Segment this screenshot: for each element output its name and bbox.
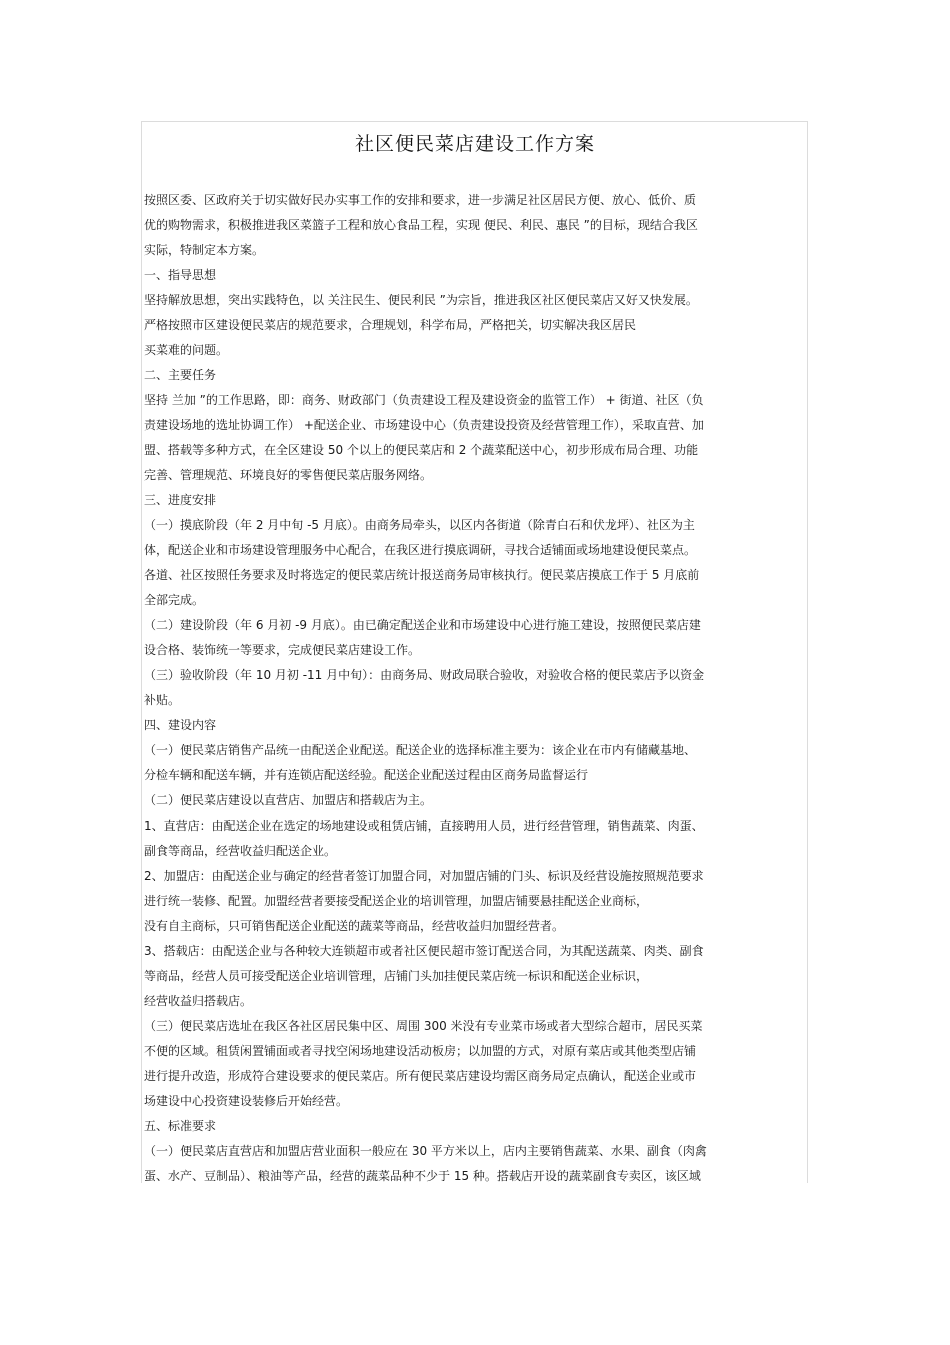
page-border-left (141, 121, 142, 1183)
body-line: 按照区委、区政府关于切实做好民办实事工作的安排和要求，进一步满足社区居民方便、放心、低价、质 (144, 193, 697, 207)
body-line: 补贴。 (144, 693, 181, 707)
body-line: 副食等商品，经营收益归配送企业。 (144, 844, 337, 858)
body-line: 盟、搭载等多种方式，在全区建设 50 个以上的便民菜店和 2 个蔬菜配送中心，初步形成布局合理、功能 (144, 443, 699, 457)
body-line: 不便的区域。租赁闲置铺面或者寻找空闲场地建设活动板房；以加盟的方式，对原有菜店或其他类型店铺 (144, 1044, 697, 1058)
body-line: 场建设中心投资建设装修后开始经营。 (144, 1094, 349, 1108)
body-line: 没有自主商标，只可销售配送企业配送的蔬菜等商品，经营收益归加盟经营者。 (144, 919, 565, 933)
body-line: 3、搭载店：由配送企业与各种较大连锁超市或者社区便民超市签订配送合同，为其配送蔬菜、肉类、副食 (144, 944, 704, 958)
body-line: 等商品，经营人员可接受配送企业培训管理，店铺门头加挂便民菜店统一标识和配送企业标识， (144, 969, 649, 983)
body-line: 严格按照市区建设便民菜店的规范要求，合理规划，科学布局，严格把关，切实解决我区居民 (144, 318, 637, 332)
body-line: 坚持解放思想，突出实践特色，以 关注民生、便民利民 ”为宗旨，推进我区社区便民菜店又好又快发展。 (144, 293, 698, 307)
body-line: （三）验收阶段（年 10 月初 -11 月中旬）：由商务局、财政局联合验收，对验收合格的便民菜店予以资金 (144, 668, 705, 682)
body-line: 责建设场地的选址协调工作） +配送企业、市场建设中心（负责建设投资及经营管理工作），采取直营、加 (144, 418, 704, 432)
body-line: 买菜难的问题。 (144, 343, 229, 357)
body-line: 各道、社区按照任务要求及时将选定的便民菜店统计报送商务局审核执行。便民菜店摸底工作于 5 月底前 (144, 568, 700, 582)
section-heading: 三、进度安排 (144, 493, 217, 507)
body-line: （三）便民菜店选址在我区各社区居民集中区、周围 300 米没有专业菜市场或者大型综合超市，居民买菜 (144, 1019, 703, 1033)
body-line: 体，配送企业和市场建设管理服务中心配合，在我区进行摸底调研，寻找合适铺面或场地建设便民菜点。 (144, 543, 697, 557)
section-heading: 五、标准要求 (144, 1119, 217, 1133)
body-line: （一）便民菜店直营店和加盟店营业面积一般应在 30 平方米以上，店内主要销售蔬菜、水果、副食（肉禽 (144, 1144, 707, 1158)
body-line: （一）摸底阶段（年 2 月中旬 -5 月底）。由商务局牵头，以区内各街道（除青白石和伏龙坪）、社区为主 (144, 518, 695, 532)
body-line: 蛋、水产、豆制品）、粮油等产品，经营的蔬菜品种不少于 15 种。搭载店开设的蔬菜副食专卖区，该区域 (144, 1169, 701, 1183)
page-border-right (807, 121, 808, 1183)
body-line: 优的购物需求，积极推进我区菜篮子工程和放心食品工程，实现 便民、利民、惠民 ”的目标，现结合我区 (144, 218, 698, 232)
body-line: 实际，特制定本方案。 (144, 243, 265, 257)
document-title: 社区便民菜店建设工作方案 (354, 133, 595, 155)
body-line: 经营收益归搭载店。 (144, 994, 253, 1008)
body-line: 1、直营店：由配送企业在选定的场地建设或租赁店铺，直接聘用人员，进行经营管理，销售蔬菜、肉蛋、 (144, 819, 704, 833)
body-line: 进行提升改造，形成符合建设要求的便民菜店。所有便民菜店建设均需区商务局定点确认，配送企业或市 (144, 1069, 697, 1083)
body-line: 坚持 兰加 ”的工作思路，即：商务、财政部门（负责建设工程及建设资金的监管工作） + 街道、社区（负 (144, 393, 704, 407)
body-line: 完善、管理规范、环境良好的零售便民菜店服务网络。 (144, 468, 433, 482)
page-border-top (141, 121, 808, 122)
body-line: 分检车辆和配送车辆，并有连锁店配送经验。配送企业配送过程由区商务局监督运行 (144, 768, 589, 782)
body-line: （二）建设阶段（年 6 月初 -9 月底）。由已确定配送企业和市场建设中心进行施工建设，按照便民菜店建 (144, 618, 701, 632)
body-line: 2、加盟店：由配送企业与确定的经营者签订加盟合同，对加盟店铺的门头、标识及经营设施按照规范要求 (144, 869, 704, 883)
section-heading: 四、建设内容 (144, 718, 217, 732)
body-line: 全部完成。 (144, 593, 205, 607)
body-line: 进行统一装修、配置。加盟经营者要接受配送企业的培训管理，加盟店铺要悬挂配送企业商标， (144, 894, 649, 908)
body-line: 设合格、装饰统一等要求，完成便民菜店建设工作。 (144, 643, 421, 657)
section-heading: 二、主要任务 (144, 368, 217, 382)
body-line: （一）便民菜店销售产品统一由配送企业配送。配送企业的选择标准主要为：该企业在市内有储藏基地、 (144, 743, 697, 757)
section-heading: 一、指导思想 (144, 268, 217, 282)
body-line: （二）便民菜店建设以直营店、加盟店和搭载店为主。 (144, 793, 433, 807)
